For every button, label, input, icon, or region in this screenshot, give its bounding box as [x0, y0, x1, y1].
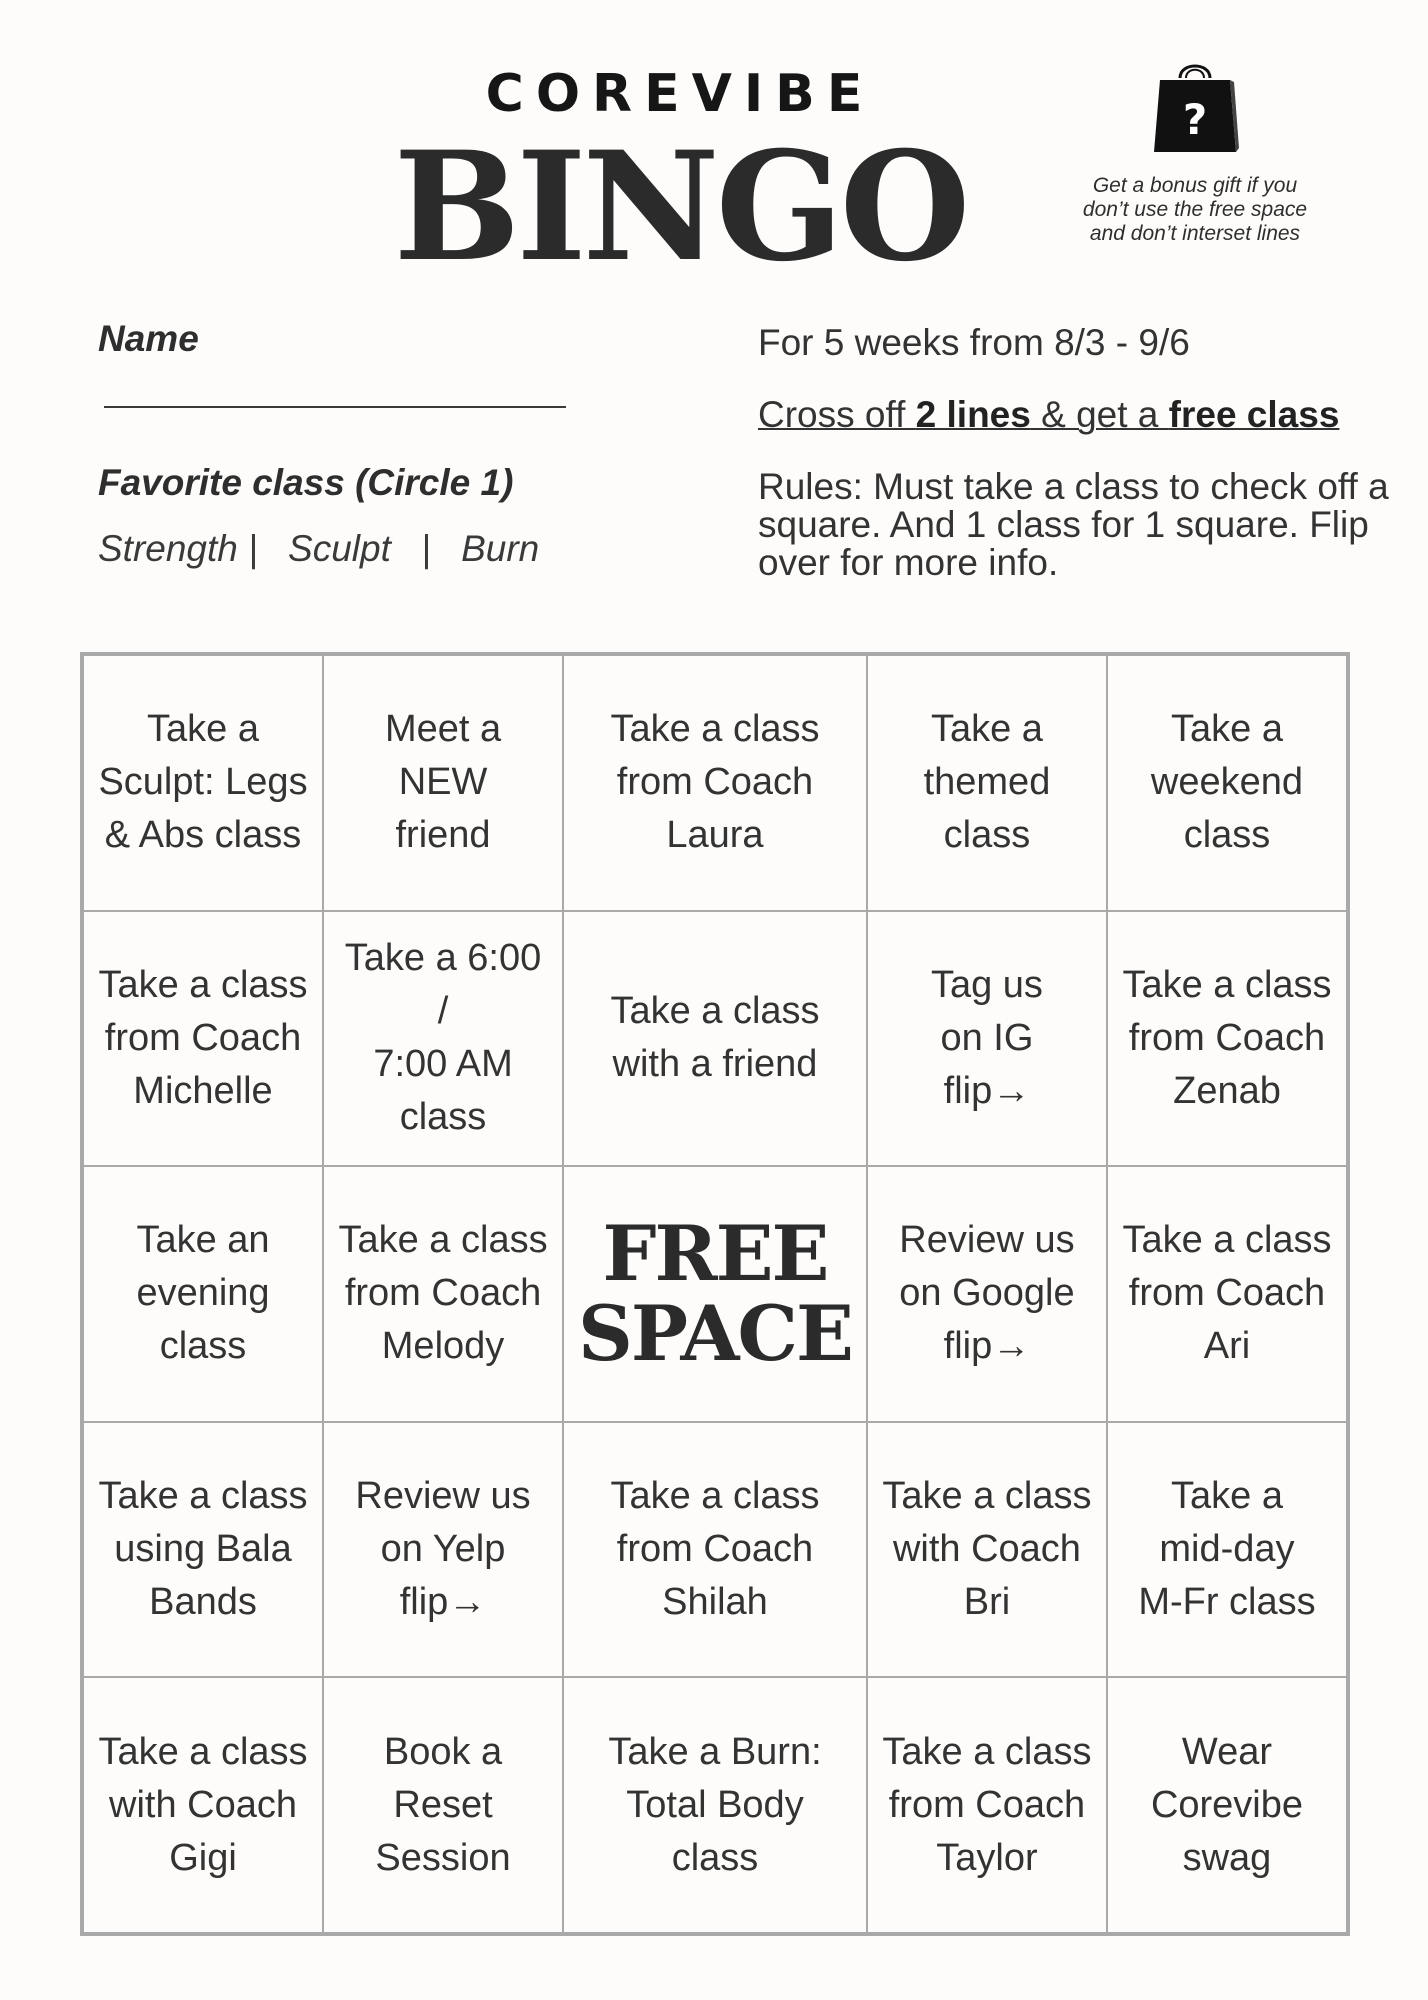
bingo-square[interactable]: Take a themed class: [867, 655, 1107, 911]
bingo-square[interactable]: Take a class with Coach Bri: [867, 1422, 1107, 1678]
bingo-square[interactable]: Take a weekend class: [1107, 655, 1347, 911]
reward-rule: [758, 394, 1398, 436]
bingo-square[interactable]: Take a Burn: Total Body class: [563, 1677, 867, 1933]
bingo-square[interactable]: Take a class from Coach Zenab: [1107, 911, 1347, 1167]
bonus-gift-note: [1070, 56, 1320, 246]
bingo-square[interactable]: Take a class from Coach Melody: [323, 1166, 563, 1422]
option-separator: |: [421, 528, 431, 569]
bingo-square[interactable]: Review us on Google flip→: [867, 1166, 1107, 1422]
bingo-square[interactable]: Take an evening class: [83, 1166, 323, 1422]
bonus-note-text: Get a bonus gift if you don’t use the free space and don’t interset lines: [1082, 174, 1308, 245]
date-range: For 5 weeks from 8/3 - 9/6: [758, 322, 1190, 363]
entry-form: [98, 318, 578, 570]
name-label: Name: [98, 318, 199, 359]
bingo-square[interactable]: Take a class from Coach Taylor: [867, 1677, 1107, 1933]
shopping-bag-question-icon: [1150, 56, 1240, 156]
bingo-square[interactable]: Tag us on IG flip→: [867, 911, 1107, 1167]
name-field-line[interactable]: [104, 406, 566, 408]
page-title: BINGO: [393, 119, 967, 295]
favorite-class-options: [98, 528, 578, 570]
reward-free-class: free class: [1168, 394, 1340, 435]
svg-text:?: ?: [1182, 95, 1208, 144]
bingo-square[interactable]: Take a class with a friend: [563, 911, 867, 1167]
bingo-square[interactable]: Take a class from Coach Ari: [1107, 1166, 1347, 1422]
brand-wordmark: COREVIBE: [485, 64, 875, 124]
bingo-square[interactable]: Take a class using Bala Bands: [83, 1422, 323, 1678]
reward-text-2: & get a: [1030, 394, 1169, 435]
bingo-square[interactable]: Meet a NEW friend: [323, 655, 563, 911]
option-strength[interactable]: Strength |: [98, 528, 258, 569]
option-sculpt[interactable]: Sculpt: [288, 528, 391, 569]
rules-text: Rules: Must take a class to check off a square. And 1 class for 1 square. Flip over for more info.: [758, 466, 1389, 583]
favorite-class-label: Favorite class (Circle 1): [98, 462, 514, 503]
reward-text-1: Cross off: [758, 394, 916, 435]
bingo-square[interactable]: Take a class with Coach Gigi: [83, 1677, 323, 1933]
bingo-square[interactable]: Book a Reset Session: [323, 1677, 563, 1933]
bingo-board: [80, 652, 1350, 1936]
bingo-square[interactable]: Take a class from Coach Michelle: [83, 911, 323, 1167]
bingo-square[interactable]: Review us on Yelp flip→: [323, 1422, 563, 1678]
challenge-details: [758, 318, 1398, 582]
bingo-square[interactable]: Take a 6:00 / 7:00 AM class: [323, 911, 563, 1167]
option-burn[interactable]: Burn: [461, 528, 540, 569]
bingo-square[interactable]: Take a class from Coach Shilah: [563, 1422, 867, 1678]
bingo-square[interactable]: Wear Corevibe swag: [1107, 1677, 1347, 1933]
reward-lines: 2 lines: [915, 394, 1031, 435]
free-space-square[interactable]: FREE SPACE: [563, 1166, 867, 1422]
bingo-square[interactable]: Take a class from Coach Laura: [563, 655, 867, 911]
bingo-square[interactable]: Take a Sculpt: Legs & Abs class: [83, 655, 323, 911]
bingo-square[interactable]: Take a mid-day M-Fr class: [1107, 1422, 1347, 1678]
